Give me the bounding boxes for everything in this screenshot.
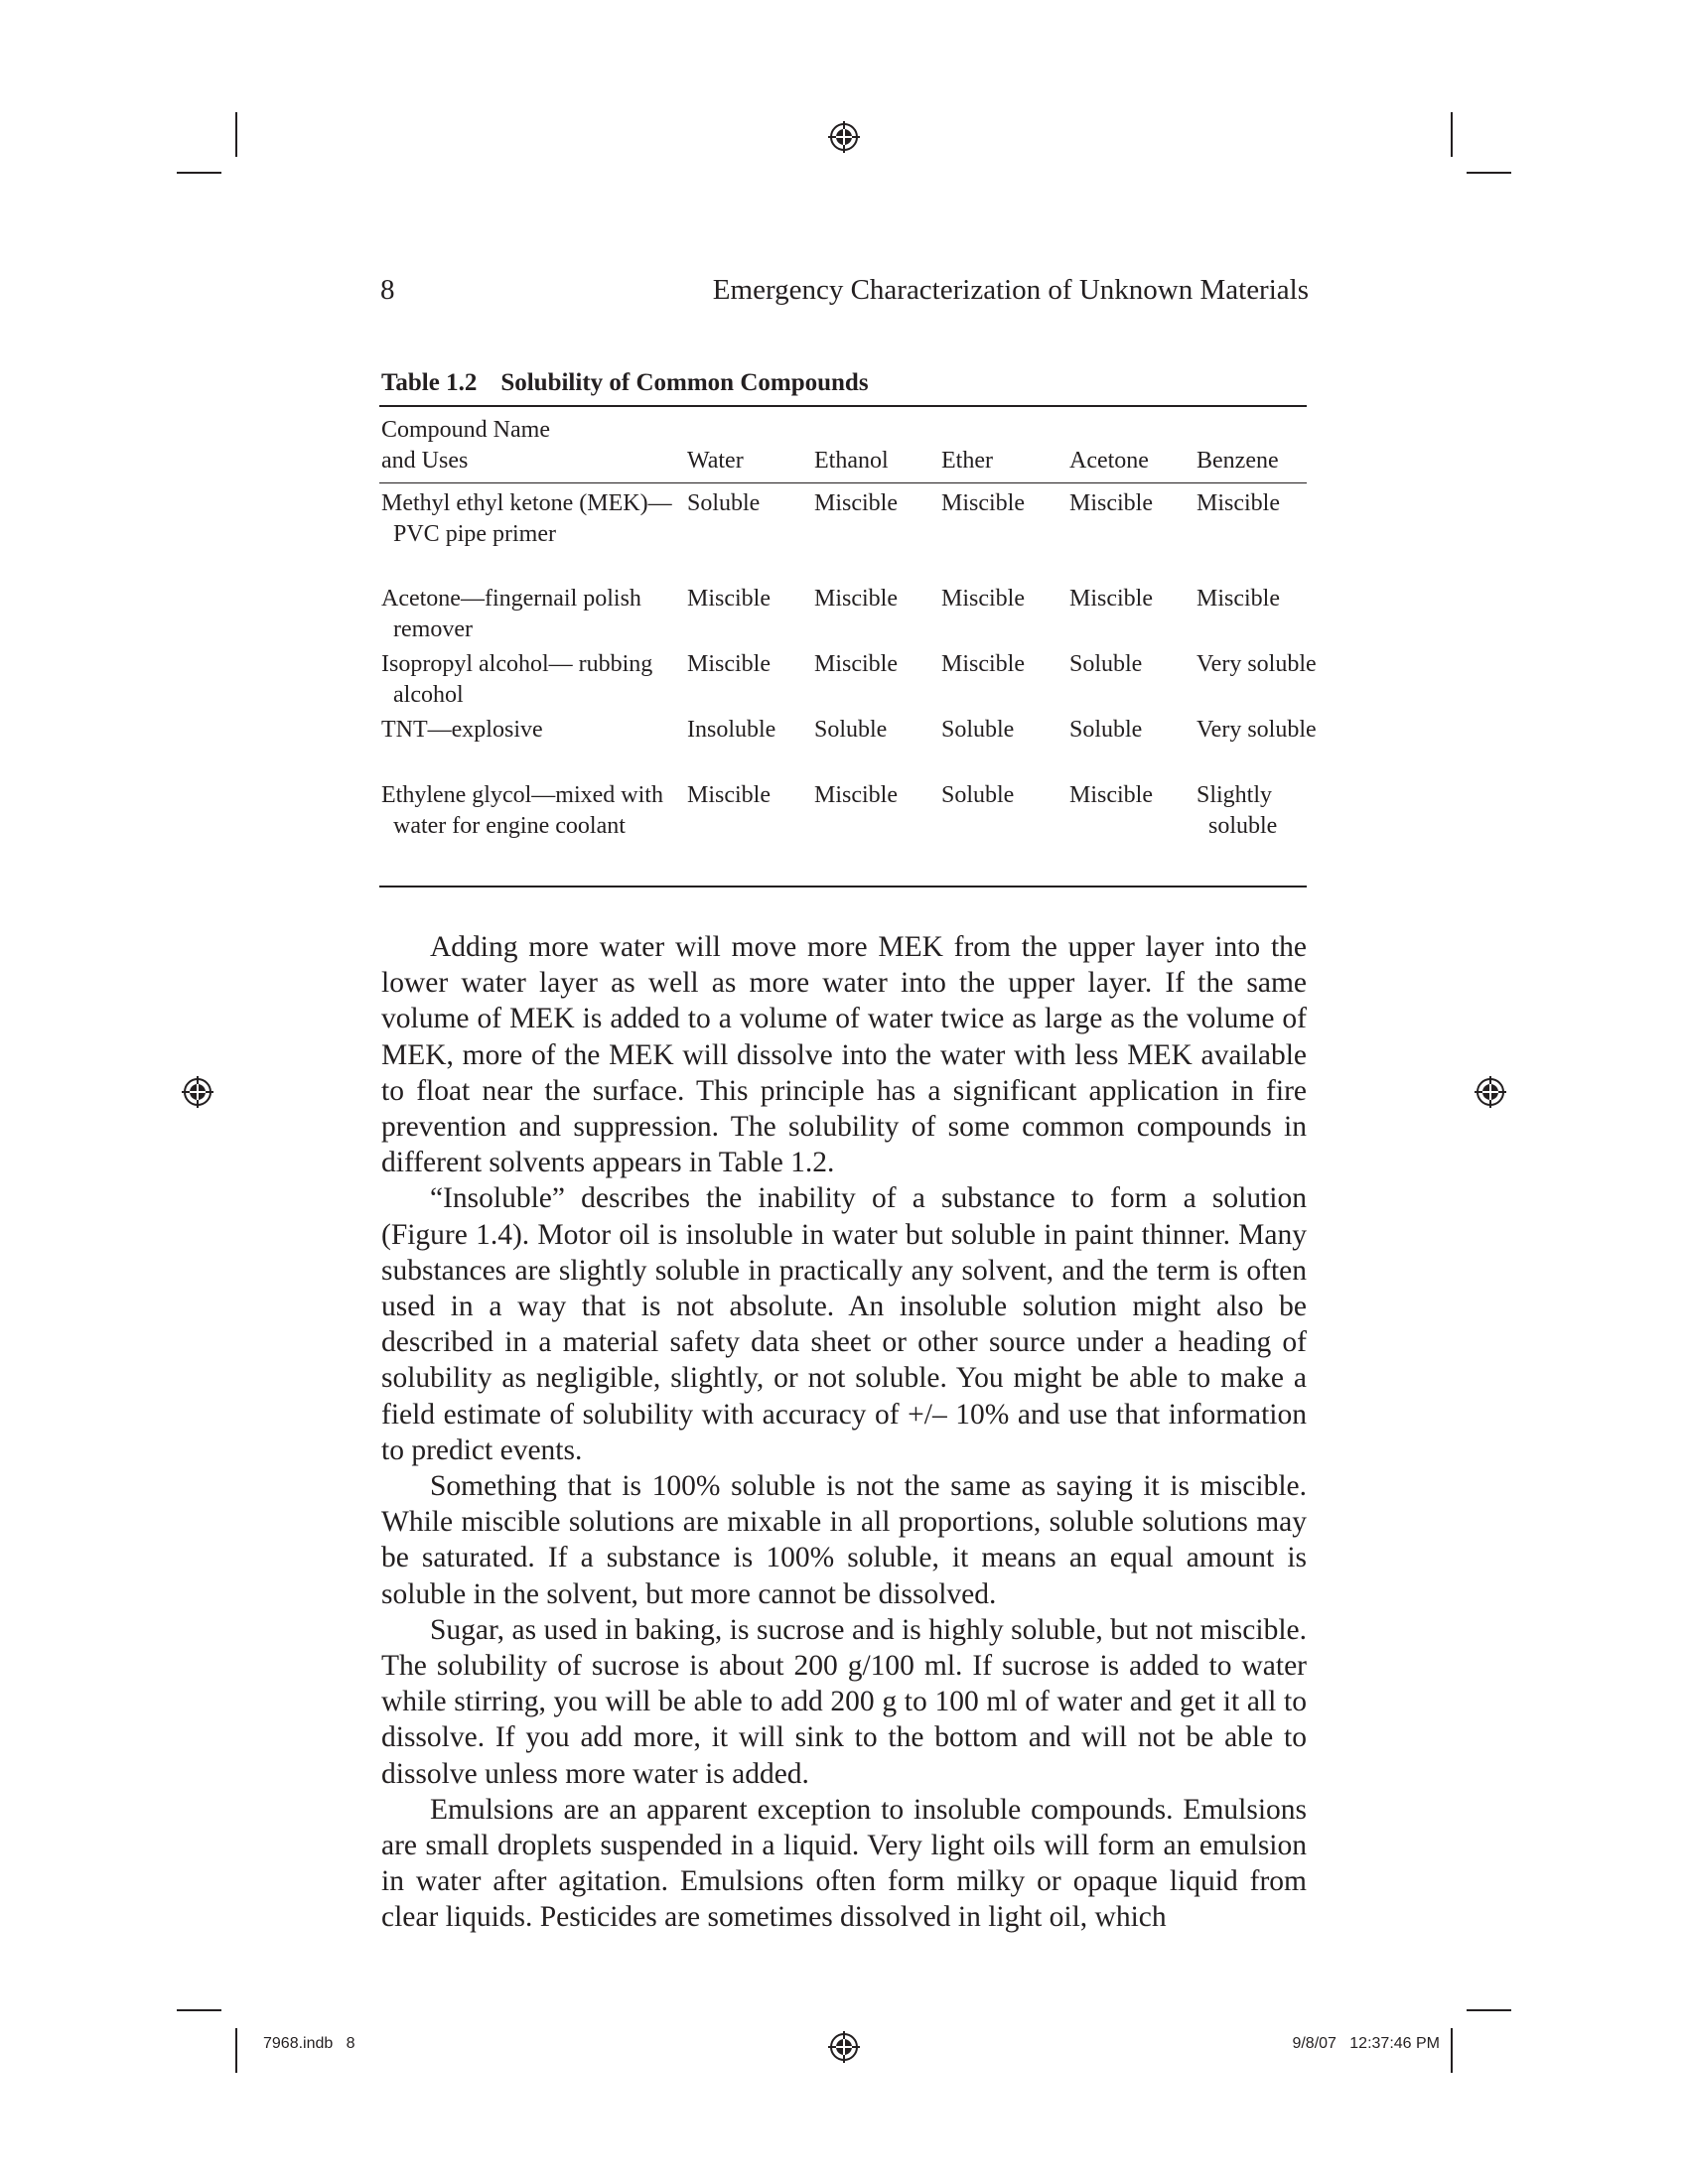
- table-row: [381, 584, 1307, 647]
- cell-benzene: Very soluble: [1196, 651, 1317, 677]
- cell-ether: Soluble: [941, 717, 1015, 743]
- paragraph: Emulsions are an apparent exception to insoluble compounds. Emulsions are small droplets suspended in a liquid. Very light oils will form an emulsion in water after agitation. Emulsions often form milky or opaque liquid from clear liquids. Pesticides are sometimes dissolved in light oil, which: [381, 1793, 1307, 1934]
- cell-acetone: Miscible: [1069, 490, 1153, 516]
- table-top-rule: [379, 405, 1307, 407]
- cell-ethanol: Miscible: [814, 782, 898, 808]
- table-row: [381, 488, 1307, 583]
- running-title: Emergency Characterization of Unknown Materials: [712, 274, 1309, 306]
- crop-mark-bottom-right-vertical: [1451, 2028, 1453, 2073]
- cell-ethanol: Soluble: [814, 717, 888, 743]
- crop-mark-bottom-left-horizontal: [177, 2009, 221, 2011]
- registration-mark-icon: [827, 2030, 861, 2064]
- cell-ether: Soluble: [941, 782, 1015, 808]
- table-caption-title: Solubility of Common Compounds: [500, 369, 869, 396]
- header-acetone: Acetone: [1069, 448, 1149, 474]
- crop-mark-top-left-vertical: [235, 112, 237, 157]
- cell-compound: TNT—explosive: [381, 717, 543, 743]
- cell-ethanol: Miscible: [814, 651, 898, 677]
- cell-ether: Miscible: [941, 586, 1025, 612]
- table-caption-number: Table 1.2: [381, 369, 478, 396]
- paragraph: Adding more water will move more MEK from the upper layer into the lower water layer as well as more water into the upper layer. If the same volume of MEK is added to a volume of water twice as large as the volume of MEK, more of the MEK will dissolve into the water with less MEK available to float near the surface. This principle has a significant application in fire prevention and suppression. The solubility of some common compounds in different solvents appears in Table 1.2.: [381, 931, 1307, 1179]
- crop-mark-top-right-horizontal: [1467, 172, 1511, 174]
- cell-compound: Ethylene glycol—mixed with water for engine coolant: [381, 782, 663, 839]
- crop-mark-top-right-vertical: [1451, 112, 1453, 157]
- cell-benzene: Very soluble: [1196, 717, 1317, 743]
- cell-acetone: Miscible: [1069, 586, 1153, 612]
- cell-compound: Acetone—fingernail polish remover: [381, 586, 641, 642]
- registration-mark-icon: [1474, 1075, 1507, 1109]
- cell-benzene: Miscible: [1196, 586, 1280, 612]
- registration-mark-icon: [181, 1075, 214, 1109]
- table-row: [381, 649, 1317, 713]
- table-header: [381, 415, 1307, 477]
- page-number: 8: [380, 274, 395, 306]
- slug-file: 7968.indb 8: [263, 2035, 355, 2052]
- cell-acetone: Soluble: [1069, 651, 1143, 677]
- paragraph: Something that is 100% soluble is not the same as saying it is miscible. While miscible solutions are mixable in all proportions, soluble solutions may be saturated. If a substance is 100% soluble, it means an equal amount is soluble in the solvent, but more cannot be dissolved.: [381, 1470, 1307, 1610]
- header-benzene: Benzene: [1196, 448, 1279, 474]
- crop-mark-bottom-right-horizontal: [1467, 2009, 1511, 2011]
- running-head: [380, 274, 1309, 314]
- crop-mark-top-left-horizontal: [177, 172, 221, 174]
- header-compound: Compound Name and Uses: [381, 417, 550, 474]
- crop-mark-bottom-left-vertical: [235, 2028, 237, 2073]
- table-header-rule: [379, 482, 1307, 483]
- header-ethanol: Ethanol: [814, 448, 889, 474]
- table-row: [381, 780, 1307, 875]
- table-caption: [381, 369, 869, 397]
- cell-compound: Isopropyl alcohol— rubbing alcohol: [381, 651, 653, 708]
- cell-benzene: Miscible: [1196, 490, 1280, 516]
- cell-acetone: Miscible: [1069, 782, 1153, 808]
- table-row: [381, 715, 1317, 778]
- slug-timestamp: 9/8/07 12:37:46 PM: [1292, 2035, 1440, 2052]
- cell-ethanol: Miscible: [814, 490, 898, 516]
- cell-water: Insoluble: [687, 717, 776, 743]
- cell-water: Miscible: [687, 782, 771, 808]
- cell-water: Soluble: [687, 490, 761, 516]
- cell-benzene: Slightly soluble: [1196, 782, 1278, 839]
- cell-ether: Miscible: [941, 651, 1025, 677]
- table-bottom-rule: [379, 886, 1307, 887]
- header-ether: Ether: [941, 448, 993, 474]
- cell-acetone: Soluble: [1069, 717, 1143, 743]
- paragraph: “Insoluble” describes the inability of a substance to form a solution (Figure 1.4). Motor oil is insoluble in water but soluble in paint thinner. Many substances are slightly soluble in practically any solvent, and the term is often used in a way that is not absolute. An insoluble solution might also be described in a material safety data sheet or other source under a heading of solubility as negligible, slightly, or not soluble. You might be able to make a field estimate of solubility with accuracy of +/– 10% and use that information to predict events.: [381, 1182, 1307, 1466]
- cell-compound: Methyl ethyl ketone (MEK)—PVC pipe primer: [381, 490, 672, 547]
- paragraph: Sugar, as used in baking, is sucrose and is highly soluble, but not miscible. The solubility of sucrose is about 200 g/100 ml. If sucrose is added to water while stirring, you will be able to add 200 g to 100 ml of water and get it all to dissolve. If you add more, it will sink to the bottom and will not be able to dissolve unless more water is added.: [381, 1613, 1307, 1790]
- cell-ether: Miscible: [941, 490, 1025, 516]
- cell-ethanol: Miscible: [814, 586, 898, 612]
- cell-water: Miscible: [687, 586, 771, 612]
- cell-water: Miscible: [687, 651, 771, 677]
- registration-mark-icon: [827, 120, 861, 154]
- body-text: [381, 929, 1307, 1936]
- header-water: Water: [687, 448, 744, 474]
